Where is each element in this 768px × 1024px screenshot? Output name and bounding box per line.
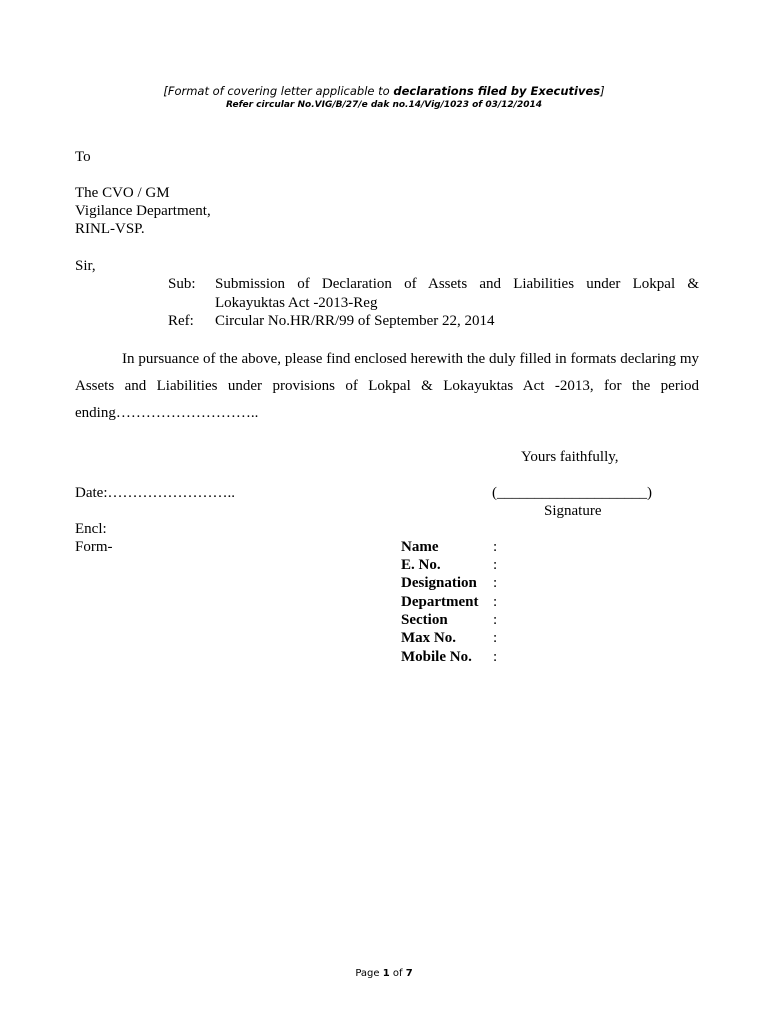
detail-colon: : — [493, 594, 498, 610]
body-paragraph: In pursuance of the above, please find enclosed herewith the duly filled in formats declaring my Assets and Liabilities under provisions of Lokpal & Lokayuktas Act -2013, for the period ending……………………….. — [75, 351, 699, 421]
page-prefix: Page — [355, 968, 383, 979]
detail-label-department: Department — [401, 594, 479, 610]
detail-colon: : — [493, 557, 498, 573]
detail-colon: : — [493, 630, 498, 646]
subject-line-2: Lokayuktas Act -2013-Reg — [215, 295, 378, 311]
detail-colon: : — [493, 575, 498, 591]
page-mid: of — [389, 968, 406, 979]
format-header-suffix: ] — [600, 84, 605, 98]
date-line: Date:…………………….. — [75, 485, 235, 501]
addressee-line-3: RINL-VSP. — [75, 221, 145, 237]
subject-line-1: Submission of Declaration of Assets and Liabilities under Lokpal & — [215, 276, 699, 292]
addressee-line-2: Vigilance Department, — [75, 203, 211, 219]
format-header-prefix: [Format of covering letter applicable to — [163, 84, 394, 98]
addressee-line-1: The CVO / GM — [75, 185, 170, 201]
details-table — [401, 539, 601, 669]
to-label: To — [75, 149, 91, 165]
page-current: 1 — [382, 968, 390, 979]
circular-reference: Refer circular No.VIG/B/27/e dak no.14/Vig/1023 of 03/12/2014 — [226, 100, 542, 110]
sub-label: Sub: — [168, 276, 196, 292]
format-header-bold: declarations filed by Executives — [393, 84, 601, 98]
ref-text: Circular No.HR/RR/99 of September 22, 2014 — [215, 313, 495, 329]
detail-label-max-no: Max No. — [401, 630, 456, 646]
page-total: 7 — [405, 968, 413, 979]
detail-label-section: Section — [401, 612, 448, 628]
format-header — [0, 84, 768, 98]
detail-label-name: Name — [401, 539, 439, 555]
page-number — [0, 968, 768, 979]
signature-line: (____________________) — [492, 485, 652, 501]
detail-label-designation: Designation — [401, 575, 477, 591]
salutation: Sir, — [75, 258, 96, 274]
signature-label: Signature — [544, 503, 602, 519]
detail-label-mobile-no: Mobile No. — [401, 649, 472, 665]
yours-faithfully: Yours faithfully, — [521, 449, 619, 465]
ref-label: Ref: — [168, 313, 194, 329]
form-label: Form- — [75, 539, 113, 555]
detail-label-eno: E. No. — [401, 557, 441, 573]
encl-label: Encl: — [75, 521, 107, 537]
detail-colon: : — [493, 612, 498, 628]
detail-colon: : — [493, 539, 498, 555]
detail-colon: : — [493, 649, 498, 665]
